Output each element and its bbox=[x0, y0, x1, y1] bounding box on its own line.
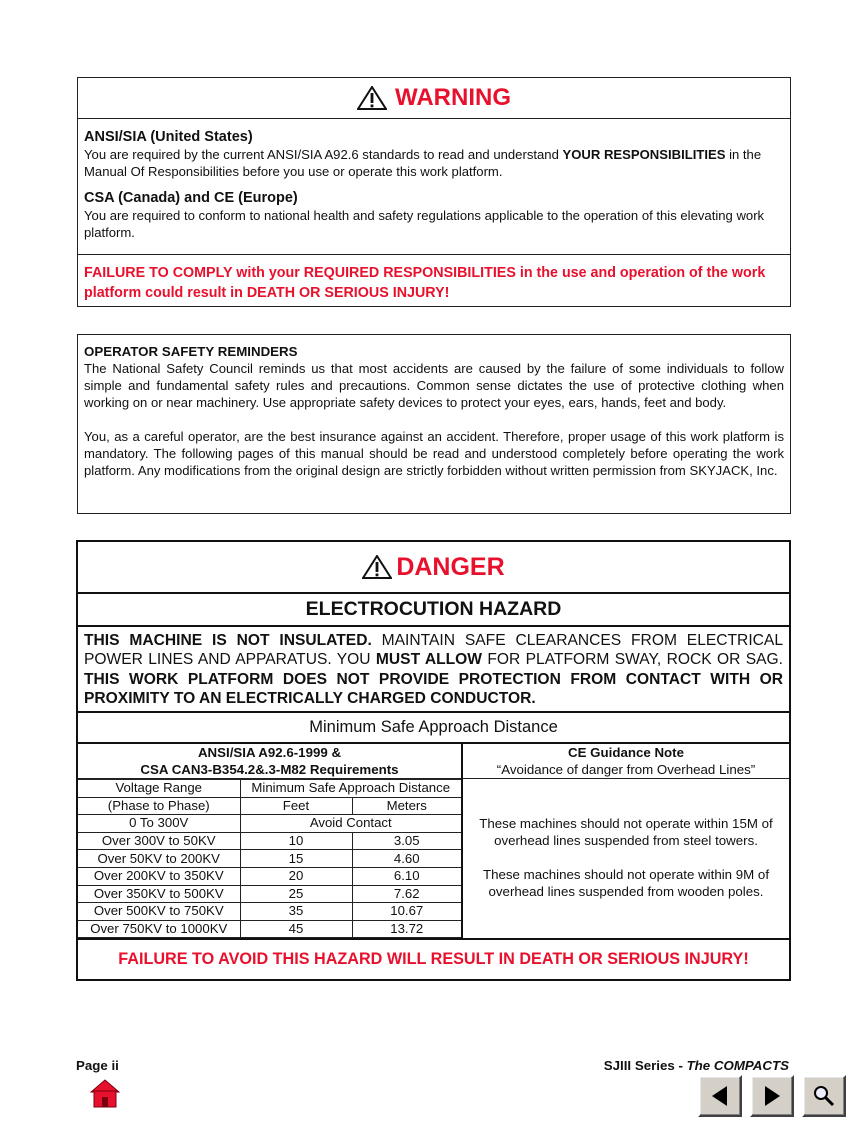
cell-meters: 3.05 bbox=[352, 832, 461, 850]
danger-title: DANGER bbox=[396, 552, 505, 581]
table-row bbox=[78, 867, 461, 885]
table-row bbox=[78, 920, 461, 938]
ce-note-wooden-poles: These machines should not operate within 9M of overhead lines suspended from wooden poles. bbox=[482, 867, 770, 899]
danger-text bbox=[78, 627, 789, 713]
home-icon[interactable] bbox=[90, 1078, 120, 1108]
csa-heading: CSA (Canada) and CE (Europe) bbox=[84, 190, 298, 206]
ansi-text-part: in the Manual Of Responsibilities before you use or operate this work platform. bbox=[84, 147, 762, 179]
danger-text-part: MAINTAIN SAFE CLEARANCES FROM ELECTRICAL POWER LINES AND APPARATUS. YOU bbox=[84, 632, 783, 669]
table-header-row bbox=[78, 797, 461, 815]
series-label bbox=[604, 1058, 789, 1073]
ansi-table-header-line: CSA CAN3-B354.2&.3-M82 Requirements bbox=[140, 761, 399, 777]
series-name: SJIII Series - bbox=[603, 1058, 687, 1073]
ce-body bbox=[463, 779, 789, 900]
col-min-distance: Minimum Safe Approach Distance bbox=[240, 780, 461, 798]
danger-box bbox=[76, 540, 791, 981]
table-header-row bbox=[78, 780, 461, 798]
col-voltage-range: Voltage Range bbox=[78, 780, 240, 798]
cell-range: Over 750KV to 1000KV bbox=[78, 920, 240, 938]
msad-title: Minimum Safe Approach Distance bbox=[78, 713, 789, 744]
cell-range: Over 300V to 50KV bbox=[78, 832, 240, 850]
table-row bbox=[78, 832, 461, 850]
arrow-right-icon bbox=[762, 1085, 782, 1107]
danger-text-bold: MUST ALLOW bbox=[375, 651, 483, 669]
ansi-text-part: You are required by the current ANSI/SIA A92.6 standards to read and understand bbox=[84, 147, 563, 162]
cell-meters: 6.10 bbox=[352, 867, 461, 885]
cell-range: 0 To 300V bbox=[78, 815, 240, 833]
cell-range: Over 200KV to 350KV bbox=[78, 867, 240, 885]
ansi-text-bold: YOUR RESPONSIBILITIES bbox=[562, 147, 726, 162]
danger-text-bold: THIS WORK PLATFORM DOES NOT PROVIDE PROTECTION FROM CONTACT WITH OR PROXIMITY TO AN ELECTRICALLY CHARGED CONDUCTOR. bbox=[84, 670, 783, 708]
previous-page-button[interactable] bbox=[698, 1075, 742, 1117]
page-number: Page ii bbox=[76, 1058, 119, 1073]
cell-range: Over 350KV to 500KV bbox=[78, 885, 240, 903]
table-row bbox=[78, 903, 461, 921]
distance-tables bbox=[78, 744, 789, 940]
ce-header bbox=[463, 744, 789, 779]
cell-feet: 20 bbox=[240, 867, 352, 885]
ansi-heading: ANSI/SIA (United States) bbox=[84, 129, 253, 145]
arrow-left-icon bbox=[710, 1085, 730, 1107]
danger-header bbox=[78, 542, 789, 594]
ansi-table-header bbox=[78, 744, 461, 779]
reminders-heading: OPERATOR SAFETY REMINDERS bbox=[84, 344, 298, 359]
search-button[interactable] bbox=[802, 1075, 846, 1117]
warning-header bbox=[78, 78, 790, 119]
cell-meters: 4.60 bbox=[352, 850, 461, 868]
next-page-button[interactable] bbox=[750, 1075, 794, 1117]
table-row bbox=[78, 850, 461, 868]
ansi-table-header-line: ANSI/SIA A92.6-1999 & bbox=[197, 745, 342, 760]
cell-meters: 13.72 bbox=[352, 920, 461, 938]
reminders-paragraph-1: The National Safety Council reminds us that most accidents are caused by the failure of some individuals to follow simple and fundamental safety rules and precautions. Common sense dictates the use of protective clothing when working on or near machinery. Use appropriate safety devices to protect your eyes, ears, hands, feet and body. bbox=[84, 361, 784, 410]
voltage-distance-table bbox=[78, 779, 461, 938]
table-row bbox=[78, 885, 461, 903]
col-phase: (Phase to Phase) bbox=[78, 797, 240, 815]
cell-meters: 10.67 bbox=[352, 903, 461, 921]
cell-feet: 10 bbox=[240, 832, 352, 850]
danger-triangle-icon bbox=[362, 555, 392, 579]
table-row bbox=[78, 815, 461, 833]
cell-feet: 45 bbox=[240, 920, 352, 938]
warning-body bbox=[78, 119, 790, 241]
danger-text-bold: THIS MACHINE IS NOT INSULATED. bbox=[84, 632, 372, 649]
ansi-requirements-table bbox=[78, 744, 463, 940]
warning-failure-text: FAILURE TO COMPLY with your REQUIRED RESPONSIBILITIES in the use and operation of the work platform could result in DEATH OR SERIOUS INJURY! bbox=[78, 254, 790, 303]
ce-guidance-panel bbox=[463, 744, 789, 940]
warning-title: WARNING bbox=[395, 84, 511, 111]
cell-range: Over 500KV to 750KV bbox=[78, 903, 240, 921]
electrocution-hazard-title: ELECTROCUTION HAZARD bbox=[78, 594, 789, 627]
cell-avoid-contact: Avoid Contact bbox=[240, 815, 461, 833]
ce-title: CE Guidance Note bbox=[568, 745, 684, 760]
warning-triangle-icon bbox=[357, 86, 387, 110]
csa-text: You are required to conform to national health and safety regulations applicable to the operation of this elevating work platform. bbox=[84, 208, 765, 240]
search-icon bbox=[812, 1084, 836, 1108]
safety-reminders-box bbox=[77, 334, 791, 514]
danger-failure-text: FAILURE TO AVOID THIS HAZARD WILL RESULT IN DEATH OR SERIOUS INJURY! bbox=[118, 950, 749, 968]
ansi-text bbox=[84, 146, 784, 180]
cell-feet: 25 bbox=[240, 885, 352, 903]
warning-box bbox=[77, 77, 791, 307]
danger-text-part: FOR PLATFORM SWAY, ROCK OR SAG. bbox=[482, 651, 784, 669]
col-meters: Meters bbox=[352, 797, 461, 815]
cell-feet: 35 bbox=[240, 903, 352, 921]
ce-subtitle: “Avoidance of danger from Overhead Lines” bbox=[496, 761, 756, 777]
ce-note-steel-towers: These machines should not operate within 15M of overhead lines suspended from steel towers. bbox=[479, 816, 773, 848]
cell-meters: 7.62 bbox=[352, 885, 461, 903]
col-feet: Feet bbox=[240, 797, 352, 815]
cell-feet: 15 bbox=[240, 850, 352, 868]
series-subtitle: The COMPACTS bbox=[686, 1058, 789, 1073]
reminders-paragraph-2: You, as a careful operator, are the best insurance against an accident. Therefore, proper usage of this work platform is mandatory. The following pages of this manual should be read and understood completely before operating the work platform. Any modifications from the original design are strictly forbidden without written permission from SKYJACK, Inc. bbox=[84, 429, 784, 478]
cell-range: Over 50KV to 200KV bbox=[78, 850, 240, 868]
